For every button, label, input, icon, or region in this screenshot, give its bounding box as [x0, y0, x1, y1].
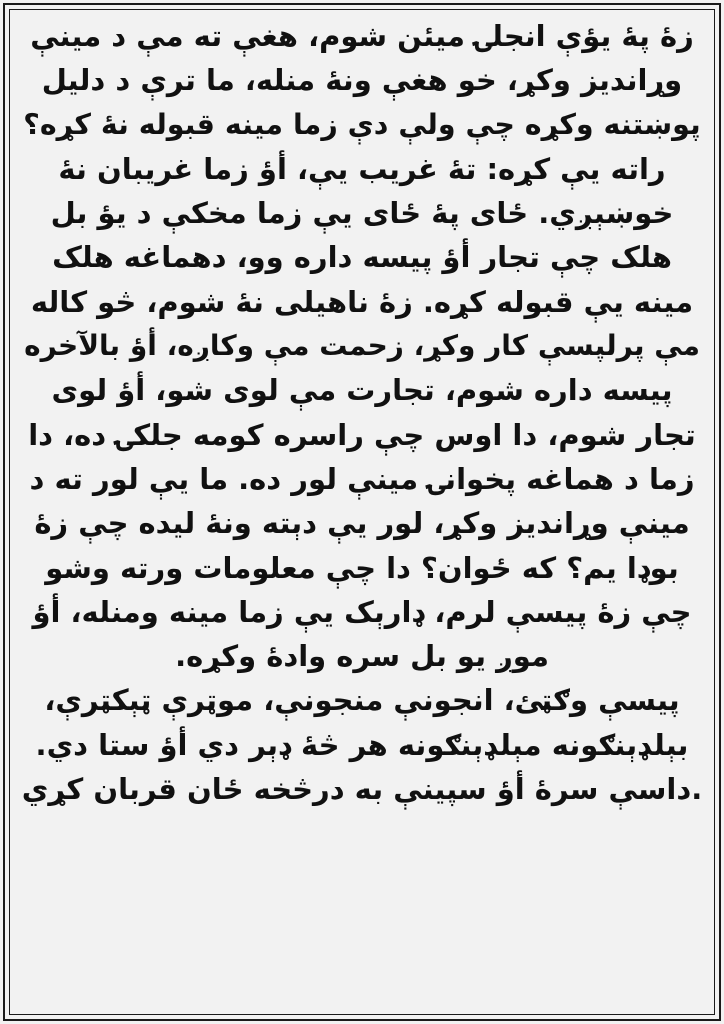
text-line-17: بېلډېنګونه مېلډېنګونه هر څۀ ډېر دي أؤ ستا دي.: [35, 727, 689, 762]
text-line-18: .داسې سرۀ أؤ سپينې به درڅخه ځان قربان کړي: [21, 772, 703, 807]
text-line-11: زما د هماغه پخوانۍ مينې لور ده. ما يې لور ته د: [29, 461, 695, 496]
text-line-15: موږ يو بل سره وادۀ وکړه.: [175, 639, 549, 674]
text-line-14: چې زۀ پيسې لرم، ډارېک يې زما مينه ومنله، أؤ: [32, 594, 692, 629]
body-text: [20, 14, 704, 811]
text-line-1: زۀ پۀ يؤې انجلۍ ميئن شوم، هغې ته مې د مينې: [30, 19, 694, 53]
text-line-9: پيسه داره شوم، تجارت مې لوی شو، أؤ لوی: [51, 373, 673, 408]
text-line-12: مينې وړانديز وکړ، لور يې دېته ونۀ ليده چې زۀ: [34, 506, 690, 541]
text-line-7: مينه يې قبوله کړه. زۀ ناهيلی نۀ شوم، څو کاله: [30, 284, 694, 319]
text-line-2: وړانديز وکړ، خو هغې ونۀ منله، ما ترې د دليل: [41, 63, 683, 98]
text-line-8: مې پرلپسې کار وکړ، زحمت مې وکاږه، أؤ بالآخره: [24, 329, 700, 363]
text-line-5: خوښېږي. ځای پۀ ځای يې زما مخکې د يؤ بل: [50, 196, 674, 231]
text-line-6: هلک چې تجار أؤ پيسه داره وو، دهماغه هلک: [52, 240, 672, 275]
text-line-3: پوښتنه وکړه چې ولې دې زما مينه قبوله نۀ کړه؟: [23, 107, 701, 141]
text-line-16: پيسې وګټئ، انجونې منجونې، موټرې ټېکټرې،: [44, 683, 680, 718]
text-line-4: راته يې کړه: تۀ غريب يې، أؤ زما غريبان نۀ: [58, 151, 666, 186]
text-line-10: تجار شوم، دا اوس چې راسره کومه جلکۍ ده، دا: [28, 417, 696, 452]
text-line-13: بوډا يم؟ که ځوان؟ دا چې معلومات ورته وشو: [45, 550, 679, 585]
